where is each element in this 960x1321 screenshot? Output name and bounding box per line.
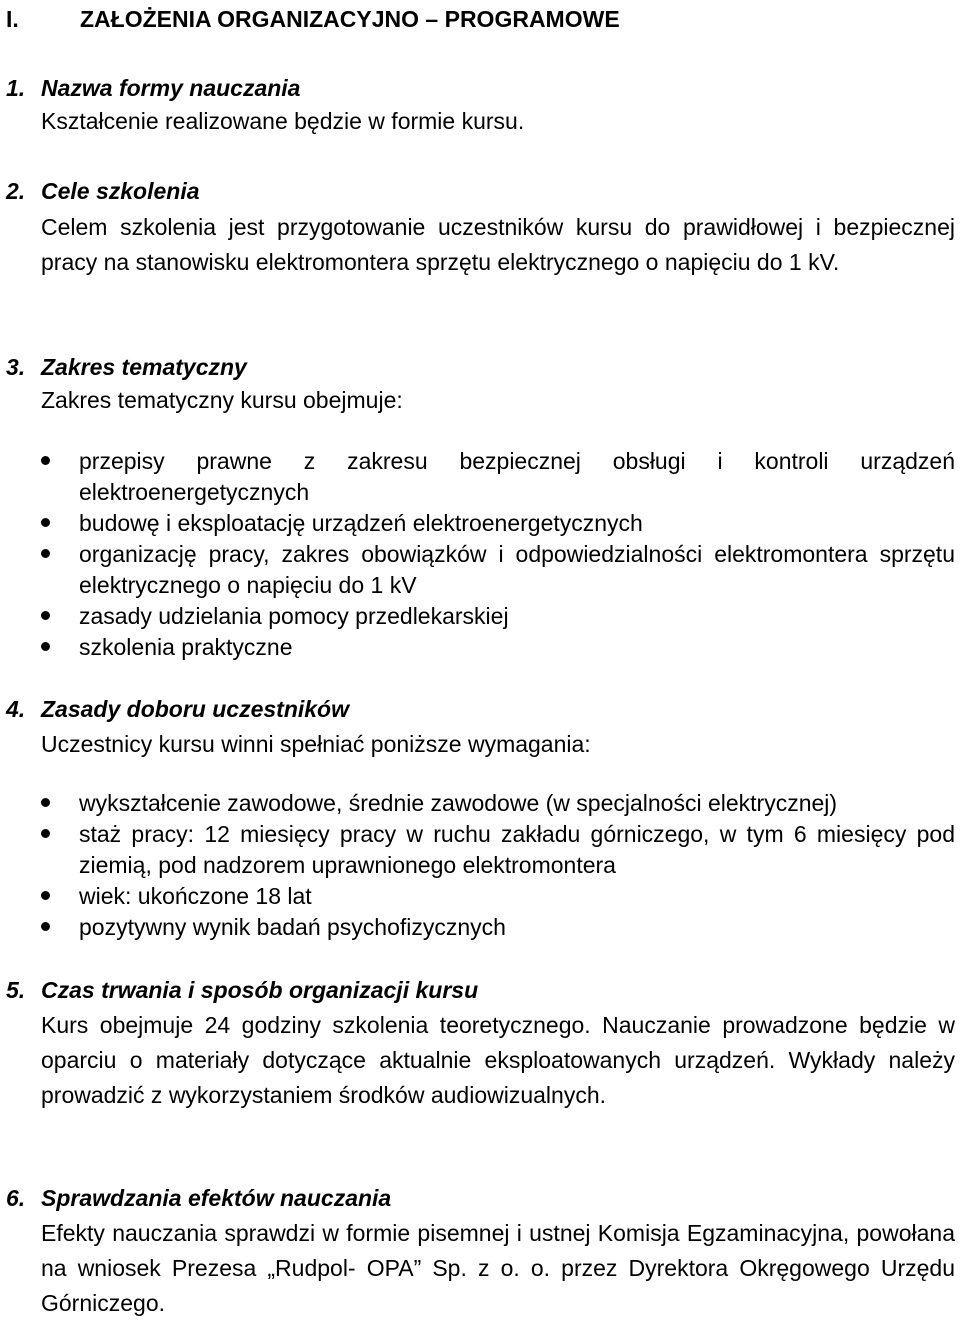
list-item bbox=[0, 819, 955, 881]
section-body bbox=[41, 1008, 955, 1113]
section-heading-text: Czas trwania i sposób organizacji kursu bbox=[41, 977, 479, 1003]
section-intro: Zakres tematyczny kursu obejmuje: bbox=[41, 387, 403, 413]
list-item bbox=[0, 601, 955, 632]
list-item bbox=[0, 788, 955, 819]
list-item bbox=[0, 881, 955, 912]
section-intro: Uczestnicy kursu winni spełniać poniższe wymagania: bbox=[41, 731, 591, 757]
section-heading bbox=[6, 73, 300, 104]
bullet-icon bbox=[41, 642, 50, 651]
list-item-text: budowę i eksploatację urządzeń elektroenergetycznych bbox=[79, 510, 643, 536]
section-paragraph: Efekty nauczania sprawdzi w formie pisemnej i ustnej Komisja Egzaminacyjna, powołana na wniosek Prezesa „Rudpol- OPA” Sp. z o. o. przez Dyrektora Okręgowego Urzędu Górniczego. bbox=[41, 1220, 955, 1316]
bullet-list bbox=[0, 788, 960, 943]
bullet-icon bbox=[41, 798, 50, 807]
list-item-text: staż pracy: 12 miesięcy pracy w ruchu zakładu górniczego, w tym 6 miesięcy pod ziemią, pod nadzorem uprawnionego elektromontera bbox=[79, 821, 955, 878]
bullet-icon bbox=[41, 456, 50, 465]
list-item bbox=[0, 508, 955, 539]
bullet-icon bbox=[41, 549, 50, 558]
bullet-icon bbox=[41, 518, 50, 527]
section-paragraph: Celem szkolenia jest przygotowanie uczestników kursu do prawidłowej i bezpiecznej pracy na stanowisku elektromontera sprzętu elektrycznego o napięciu do 1 kV. bbox=[41, 214, 955, 275]
section-heading bbox=[6, 176, 200, 207]
main-title bbox=[6, 4, 620, 35]
section-heading bbox=[6, 694, 349, 725]
section-heading-text: Cele szkolenia bbox=[41, 178, 200, 204]
list-item-text: przepisy prawne z zakresu bezpiecznej obsługi i kontroli urządzeń elektroenergetycznych bbox=[79, 448, 955, 505]
list-item-text: organizację pracy, zakres obowiązków i odpowiedzialności elektromontera sprzętu elektrycznego o napięciu do 1 kV bbox=[79, 541, 955, 598]
section-paragraph: Kurs obejmuje 24 godziny szkolenia teoretycznego. Nauczanie prowadzone będzie w oparciu o materiały dotyczące aktualnie eksploatowanych urządzeń. Wykłady należy prowadzić z wykorzystaniem środków audiowizualnych. bbox=[41, 1012, 955, 1108]
bullet-icon bbox=[41, 611, 50, 620]
section-body bbox=[41, 1216, 955, 1321]
section-number: 5. bbox=[6, 977, 26, 1003]
section-heading bbox=[6, 352, 247, 383]
section-number: 6. bbox=[6, 1185, 26, 1211]
list-item-text: pozytywny wynik badań psychofizycznych bbox=[79, 914, 506, 940]
section-body bbox=[41, 210, 955, 280]
main-title-number: I. bbox=[6, 6, 19, 32]
section-number: 1. bbox=[6, 75, 26, 101]
section-number: 4. bbox=[6, 696, 26, 722]
list-item bbox=[0, 446, 955, 508]
list-item-text: wiek: ukończone 18 lat bbox=[79, 883, 312, 909]
section-heading-text: Zakres tematyczny bbox=[41, 354, 247, 380]
bullet-icon bbox=[41, 922, 50, 931]
section-heading-text: Nazwa formy nauczania bbox=[41, 75, 301, 101]
section-heading-text: Sprawdzania efektów nauczania bbox=[41, 1185, 392, 1211]
section-heading-text: Zasady doboru uczestników bbox=[41, 696, 349, 722]
section-heading bbox=[6, 1183, 391, 1214]
section-number: 3. bbox=[6, 354, 26, 380]
bullet-icon bbox=[41, 891, 50, 900]
list-item-text: szkolenia praktyczne bbox=[79, 634, 293, 660]
bullet-list bbox=[0, 446, 960, 663]
section-body bbox=[41, 106, 955, 137]
section-heading bbox=[6, 975, 478, 1006]
list-item-text: wykształcenie zawodowe, średnie zawodowe (w specjalności elektrycznej) bbox=[79, 790, 838, 816]
list-item bbox=[0, 632, 955, 663]
list-item bbox=[0, 912, 955, 943]
list-item-text: zasady udzielania pomocy przedlekarskiej bbox=[79, 603, 509, 629]
main-title-text: ZAŁOŻENIA ORGANIZACYJNO – PROGRAMOWE bbox=[80, 6, 620, 32]
bullet-icon bbox=[41, 829, 50, 838]
section-number: 2. bbox=[6, 178, 26, 204]
section-paragraph: Kształcenie realizowane będzie w formie kursu. bbox=[41, 108, 525, 134]
list-item bbox=[0, 539, 955, 601]
